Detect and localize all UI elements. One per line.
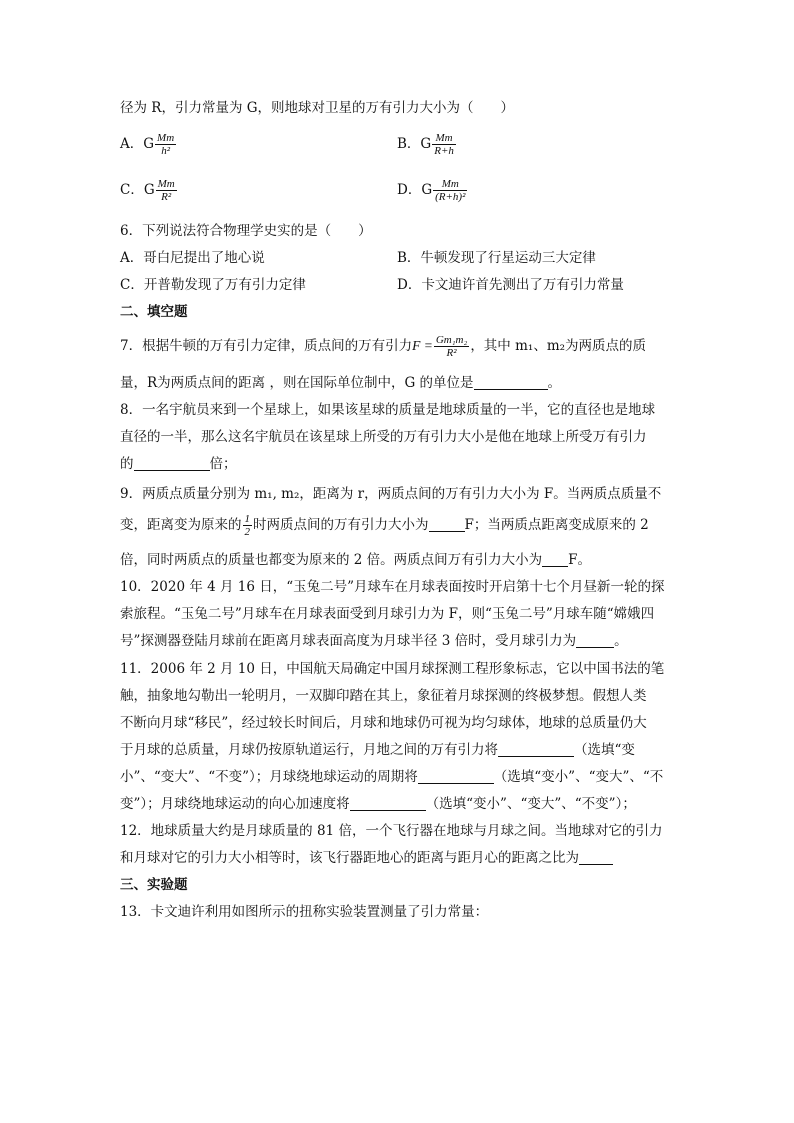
answer-blank[interactable] (350, 796, 426, 811)
q8-line1: 8．一名宇航员来到一个星球上，如果该星球的质量是地球质量的一半，它的直径也是地球 (120, 402, 656, 418)
q10-line1: 10．2020 年 4 月 16 日，“玉兔二号”月球车在月球表面按时开启第十七个月昼新一轮的探 (120, 579, 665, 595)
q10-line2: 索旅程。“玉兔二号”月球车在月球表面受到月球引力为 F，则“玉兔二号”月球车随“嫦娥四 (120, 606, 655, 622)
q6-option-d: D．卡文迪许首先测出了万有引力常量 (397, 277, 624, 293)
answer-blank[interactable] (498, 742, 574, 757)
formula-fraction: $\frac{\text{Gm₁m₂}}{\text{R²}}$ (435, 334, 468, 359)
q5-option-b (397, 132, 457, 157)
q7-line2: 量，R为两质点间的距离 ，则在国际单位制中，G 的单位是 。 (120, 375, 562, 391)
fraction: $\frac{Mm}{R+h}$ (434, 132, 454, 157)
q5-stem: 径为 R，引力常量为 G，则地球对卫星的万有引力大小为（ ） (120, 100, 515, 116)
q12-line2: 和月球对它的引力大小相等时，该飞行器距地心的距离与距月心的距离之比为 (120, 846, 613, 866)
answer-blank[interactable] (579, 850, 613, 865)
option-label: A．G (120, 136, 155, 152)
q10-line3: 号”探测器登陆月球前在距离月球表面高度为月球半径 3 倍时，受月球引力为 。 (120, 633, 628, 649)
q5-option-a (120, 132, 177, 157)
fraction: $\frac{Mm}{\text{(R+h)²}}$ (435, 178, 466, 203)
q6-option-a: A．哥白尼提出了地心说 (120, 250, 265, 266)
q5-option-d (397, 178, 468, 203)
q8-line3: 的 倍； (120, 456, 237, 472)
answer-blank[interactable] (576, 633, 614, 648)
option-label: B．G (397, 136, 432, 152)
q11-line1: 11．2006 年 2 月 10 日，中国航天局确定中国月球探测工程形象标志，它以中国书法的笔 (120, 661, 665, 677)
section-heading-experiment: 三、实验题 (120, 877, 188, 893)
q5-option-c (120, 178, 178, 203)
option-label: C．G (120, 182, 155, 198)
half-fraction: $\frac{1}{2}$ (244, 513, 250, 538)
section-heading-fill-in: 二、填空题 (120, 304, 188, 320)
option-label: D．G (397, 182, 433, 198)
q12-line1: 12．地球质量大约是月球质量的 81 倍，一个飞行器在地球与月球之间。当地球对它的引力 (120, 823, 663, 839)
q8-line2: 直径的一半，那么这名宇航员在该星球上所受的万有引力大小是他在地球上所受万有引力 (120, 429, 647, 445)
q13-stem: 13．卡文迪许利用如图所示的扭称实验装置测量了引力常量： (120, 904, 489, 920)
fraction: $\frac{Mm}{\text{h²}}$ (157, 132, 175, 157)
q9-line1: 9．两质点质量分别为 m₁, m₂，距离为 r，两质点间的万有引力大小为 F。当两质点质量不 (120, 486, 662, 502)
answer-blank[interactable] (134, 456, 210, 471)
q11-line3: 不断向月球“移民”，经过较长时间后，月球和地球仍可视为均匀球体，地球的总质量仍大 (120, 715, 647, 731)
q11-line4: 于月球的总质量，月球仍按原轨道运行，月地之间的万有引力将 （选填“变 (120, 742, 635, 758)
q7-line1: 7．根据牛顿的万有引力定律，质点间的万有引力F = $\frac{\text{Gm₁m₂}}{\text{R²}}$ ，其中 m₁、m₂为两质点的质 (120, 334, 647, 359)
q9-line2: 变，距离变为原来的 $\frac{1}{2}$ 时两质点间的万有引力大小为 F；当两质点距离变成原来的 2 (120, 513, 649, 538)
q11-line2: 触，抽象地勾勒出一轮明月，一双脚印踏在其上，象征着月球探测的终极梦想。假想人类 (120, 688, 647, 704)
q11-line5: 小”、“变大”、“不变”）；月球绕地球运动的周期将 （选填“变小”、“变大”、“不 (120, 769, 664, 785)
q9-line3: 倍，同时两质点的质量也都变为原来的 2 倍。两质点间万有引力大小为 F。 (120, 552, 592, 568)
answer-blank[interactable] (429, 517, 465, 532)
q6-option-c: C．开普勒发现了万有引力定律 (120, 277, 306, 293)
answer-blank[interactable] (418, 769, 494, 784)
q6-option-b: B．牛顿发现了行星运动三大定律 (397, 250, 596, 266)
fraction: $\frac{Mm}{\text{R²}}$ (157, 178, 175, 203)
answer-blank[interactable] (542, 552, 568, 567)
q6-stem: 6．下列说法符合物理学史实的是（ ） (120, 223, 372, 239)
answer-blank[interactable] (474, 375, 548, 390)
q11-line6: 变”）；月球绕地球运动的向心加速度将 （选填“变小”、“变大”、“不变”）； (120, 796, 636, 812)
